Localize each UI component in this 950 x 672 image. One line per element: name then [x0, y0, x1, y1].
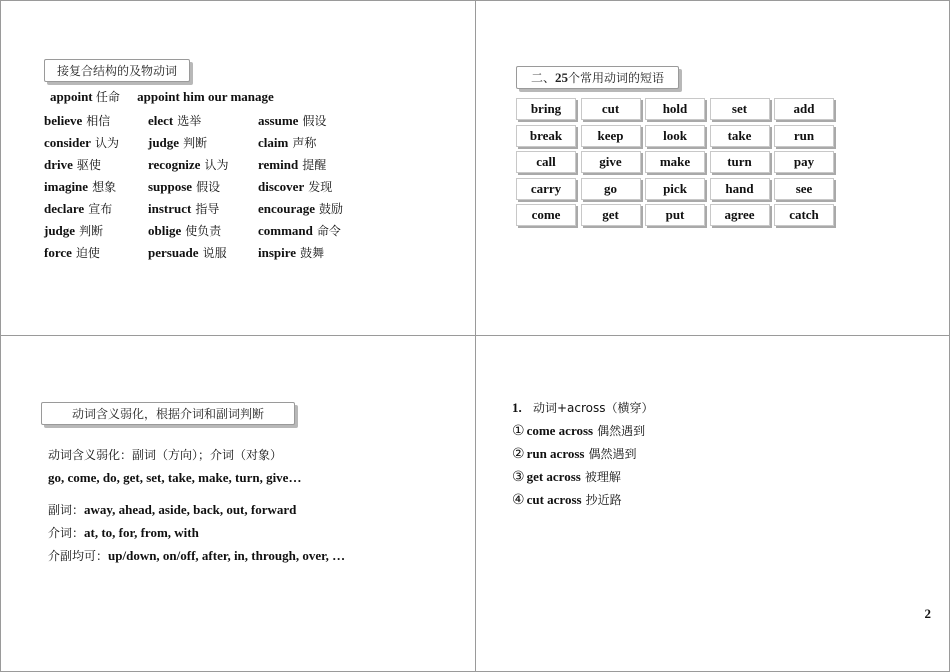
both-list: up/down, on/off, after, in, through, over, … [108, 548, 346, 563]
verb-cn: 声称 [292, 136, 317, 150]
verb-cn: 指导 [195, 202, 220, 216]
across-item [512, 491, 622, 508]
adverb-list: away, ahead, aside, back, out, forward [84, 502, 297, 517]
phrase-cn: 被理解 [584, 470, 621, 484]
phrase-en: cut across [526, 492, 582, 507]
verb-entry [44, 134, 119, 151]
verb-cell: give [581, 151, 641, 173]
example-verb: appoint [50, 89, 93, 104]
phrase-en: come across [526, 423, 594, 438]
verb-en: elect [148, 113, 174, 128]
verb-cn: 驱使 [76, 158, 101, 172]
verb-en: believe [44, 113, 83, 128]
phrase-en: get across [526, 469, 581, 484]
verb-entry [258, 178, 332, 195]
verb-entry [148, 156, 228, 173]
slide-panel-4 [475, 335, 950, 672]
item-marker: ① [512, 423, 525, 439]
across-item [512, 445, 636, 462]
verb-entry [148, 112, 201, 129]
slide-title [44, 59, 190, 82]
phrase-cn: 偶然遇到 [588, 447, 637, 461]
slide-panel-1 [0, 0, 476, 336]
verb-en: consider [44, 135, 91, 150]
verb-cell: bring [516, 98, 576, 120]
example-verb-cn: 任命 [95, 90, 120, 104]
verb-cell: break [516, 125, 576, 147]
preposition-line [48, 524, 199, 541]
verb-cell: make [645, 151, 705, 173]
verb-entry [258, 222, 341, 239]
verb-cell: come [516, 204, 576, 226]
verb-cn: 相信 [86, 114, 111, 128]
verb-cell: run [774, 125, 834, 147]
adverb-line [48, 501, 296, 518]
weakened-meaning-line: 动词含义弱化：副词（方向）；介词（对象） [48, 448, 283, 462]
verb-en: oblige [148, 223, 182, 238]
verb-en: claim [258, 135, 289, 150]
verb-entry [44, 178, 116, 195]
verb-entry [258, 244, 324, 261]
preposition-label: 介词： [48, 526, 85, 540]
verb-cn: 发现 [308, 180, 333, 194]
verb-cn: 判断 [183, 136, 208, 150]
verb-entry [44, 112, 110, 129]
verb-entry [258, 112, 326, 129]
section-heading [512, 399, 654, 416]
verb-cell: set [710, 98, 770, 120]
across-item [512, 422, 645, 439]
verb-en: assume [258, 113, 299, 128]
both-label: 介副均可： [48, 549, 109, 563]
verb-entry [148, 222, 221, 239]
example-sentence: appoint him our manage [137, 89, 274, 104]
verb-cell: see [774, 178, 834, 200]
verb-en: recognize [148, 157, 201, 172]
verb-cn: 鼓舞 [300, 246, 325, 260]
verb-en: drive [44, 157, 73, 172]
verb-cn: 命令 [316, 224, 341, 238]
preposition-list: at, to, for, from, with [84, 525, 199, 540]
heading-cn: （横穿） [605, 401, 654, 415]
common-verbs-line: go, come, do, get, set, take, make, turn, give… [48, 470, 302, 485]
verb-en: judge [148, 135, 180, 150]
verb-cell: look [645, 125, 705, 147]
item-marker: ④ [512, 492, 525, 508]
verb-cell: take [710, 125, 770, 147]
verb-entry [258, 134, 316, 151]
verb-cell: put [645, 204, 705, 226]
verb-entry [148, 200, 219, 217]
phrase-cn: 抄近路 [585, 493, 622, 507]
verb-cell: keep [581, 125, 641, 147]
adverb-label: 副词： [48, 503, 85, 517]
page-number: 2 [924, 606, 931, 621]
verb-en: persuade [148, 245, 199, 260]
verb-cn: 选举 [177, 114, 202, 128]
phrase-en: run across [526, 446, 585, 461]
verb-cn: 鼓励 [319, 202, 344, 216]
example-line [50, 88, 274, 105]
verb-en: remind [258, 157, 299, 172]
verb-cell: hold [645, 98, 705, 120]
verb-entry [258, 200, 343, 217]
verb-entry [258, 156, 326, 173]
verb-cn: 判断 [79, 224, 104, 238]
verb-en: encourage [258, 201, 316, 216]
both-line [48, 547, 345, 564]
verb-en: instruct [148, 201, 192, 216]
across-item [512, 468, 621, 485]
verb-cell: get [581, 204, 641, 226]
verb-cell: cut [581, 98, 641, 120]
heading-text: 动词+across [533, 401, 606, 415]
verb-cn: 认为 [94, 136, 119, 150]
verb-cell: catch [774, 204, 834, 226]
verb-cn: 宣布 [88, 202, 113, 216]
verb-cn: 假设 [302, 114, 327, 128]
verb-en: suppose [148, 179, 193, 194]
heading-number: 1. [512, 400, 522, 415]
verb-entry [44, 244, 100, 261]
title-number: 25 [555, 70, 569, 85]
verb-cell: pay [774, 151, 834, 173]
phrase-cn: 偶然遇到 [597, 424, 646, 438]
verb-cell: go [581, 178, 641, 200]
verb-entry [44, 156, 101, 173]
verb-cn: 认为 [204, 158, 229, 172]
item-marker: ③ [512, 469, 525, 485]
slide-title [516, 66, 679, 89]
verb-cell: call [516, 151, 576, 173]
verb-en: command [258, 223, 313, 238]
verb-en: force [44, 245, 72, 260]
verb-cn: 假设 [196, 180, 221, 194]
verb-en: judge [44, 223, 76, 238]
slide-title [41, 402, 295, 425]
verb-entry [148, 244, 227, 261]
verb-cell: agree [710, 204, 770, 226]
verb-cn: 说服 [202, 246, 227, 260]
verb-entry [148, 178, 220, 195]
verb-en: declare [44, 201, 85, 216]
verb-entry [44, 200, 112, 217]
title-suffix: 个常用动词的短语 [568, 71, 665, 85]
verb-en: imagine [44, 179, 89, 194]
slide-title-text: 动词含义弱化，根据介词和副词判断 [72, 407, 265, 421]
verb-cn: 想象 [92, 180, 117, 194]
verb-cn: 迫使 [75, 246, 100, 260]
title-prefix: 二、 [531, 71, 556, 85]
verb-cell: add [774, 98, 834, 120]
verb-en: discover [258, 179, 305, 194]
slide-panel-3 [0, 335, 476, 672]
verb-cell: pick [645, 178, 705, 200]
item-marker: ② [512, 446, 525, 462]
verb-cn: 提醒 [302, 158, 327, 172]
slide-title-text: 接复合结构的及物动词 [57, 64, 178, 78]
verb-cell: carry [516, 178, 576, 200]
verb-en: inspire [258, 245, 297, 260]
slide-panel-2 [475, 0, 950, 336]
verb-cell: turn [710, 151, 770, 173]
verb-cn: 使负责 [185, 224, 222, 238]
verb-entry [44, 222, 103, 239]
verb-cell: hand [710, 178, 770, 200]
verb-entry [148, 134, 207, 151]
